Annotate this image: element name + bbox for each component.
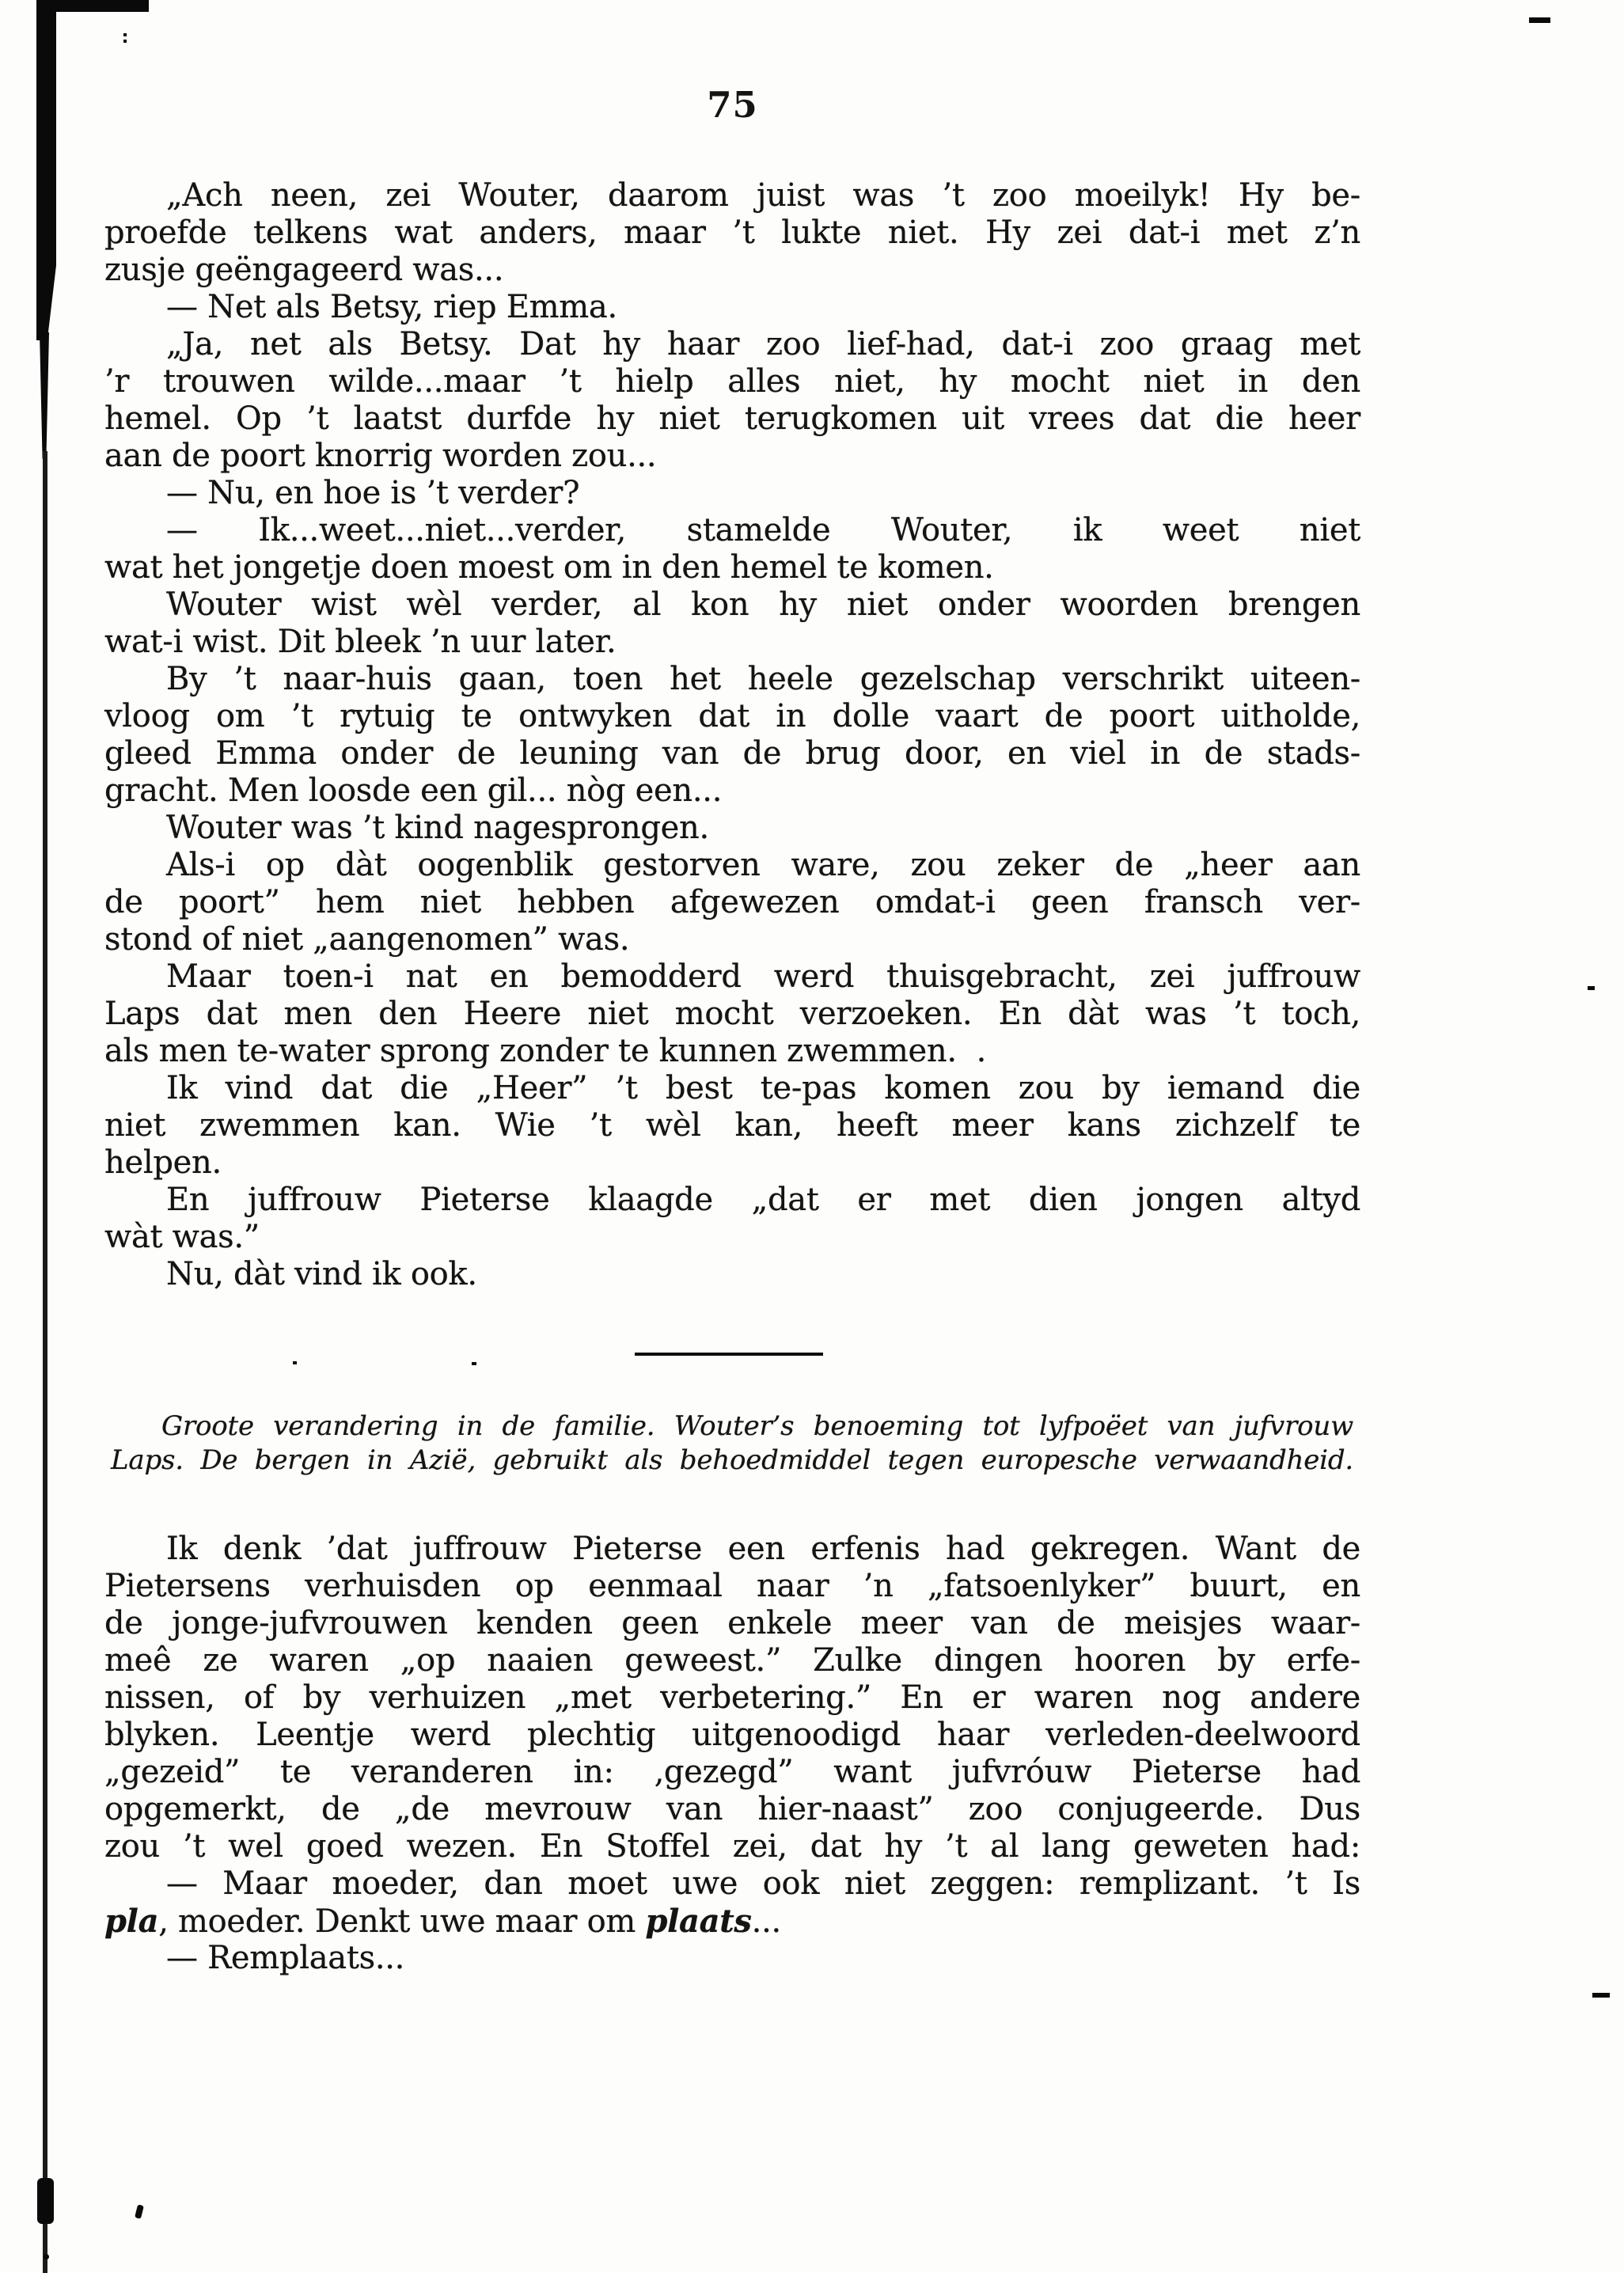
text-segment: , moeder. Denkt uwe maar om [158,1903,646,1940]
text-line: Groote verandering in de familie. Wouter’s benoeming tot lyfpoëet van jufvrouw [161,1410,1353,1442]
second-section-paragraphs [104,1531,1360,1977]
text-line: Nu, dàt vind ik ook. [166,1256,477,1292]
text-line: opgemerkt, de „de mevrouw van hier-naast” zoo conjugeerde. Dus [104,1791,1360,1827]
text-line: meê ze waren „op naaien geweest.” Zulke dingen hooren by erfe- [104,1642,1360,1679]
text-line: „gezeid” te veranderen in: ‚gezegd” want jufvróuw Pieterse had [104,1754,1360,1790]
text-line: — Net als Betsy, riep Emma. [166,289,617,325]
text-line: ’r trouwen wilde...maar ’t hielp alles niet, hy mocht niet in den [104,363,1360,400]
text-line: Wouter wist wèl verder, al kon hy niet onder woorden brengen [166,586,1360,623]
text-line: gracht. Men loosde een gil... nòg een... [104,772,723,809]
text-line: de poort” hem niet hebben afgewezen omdat-i geen fransch ver- [104,884,1360,920]
text-line: Ik denk ’dat juffrouw Pieterse een erfenis had gekregen. Want de [166,1531,1360,1567]
text-segment: plaats [645,1903,752,1940]
scan-artifact-bottom-dot [44,2254,49,2260]
text-line: Pietersens verhuisden op eenmaal naar ’n „fatsoenlyker” buurt, en [104,1568,1360,1604]
text-line: Wouter was ’t kind nagesprongen. [166,810,709,846]
scan-artifact-bottom-blob [37,2178,54,2224]
text-line: wat het jongetje doen moest om in den hemel te komen. [104,549,994,586]
text-line: By ’t naar-huis gaan, toen het heele gezelschap verschrikt uiteen- [166,661,1360,697]
text-line: wàt was.” [104,1219,260,1255]
text-line: zusje geëngageerd was... [104,252,504,288]
text-line: „Ach neen, zei Wouter, daarom juist was ’t zoo moeilyk! Hy be- [166,177,1360,214]
text-line: helpen. [104,1144,222,1181]
page-number: 75 [707,84,758,126]
section-divider-rule [635,1353,823,1356]
scan-artifact-ink-dot [472,1362,476,1365]
text-line: Laps dat men den Heere niet mocht verzoeken. En dàt was ’t toch, [104,996,1360,1032]
text-line: Maar toen-i nat en bemodderd werd thuisgebracht, zei juffrouw [166,958,1360,995]
text-line: als men te-water sprong zonder te kunnen zwemmen. . [104,1033,987,1069]
main-paragraphs [104,177,1360,1293]
scan-artifact-right-low-dash [1592,1993,1610,1998]
text-line: Laps. De bergen in Azië, gebruikt als behoedmiddel tegen europesche verwaandheid. [111,1444,1353,1476]
text-line: wat-i wist. Dit bleek ’n uur later. [104,624,617,660]
text-line: zou ’t wel goed wezen. En Stoffel zei, dat hy ’t al lang geweten had: [104,1828,1360,1865]
text-line: — Remplaats... [166,1940,405,1976]
text-line: vloog om ’t rytuig te ontwyken dat in dolle vaart de poort uitholde, [104,698,1360,734]
scan-artifact-left-taper [40,332,49,459]
text-line [104,1903,1360,1940]
text-line: — Maar moeder, dan moet uwe ook niet zeggen: remplizant. ’t Is [166,1865,1360,1902]
scan-artifact-right-mid-speck [1588,986,1595,990]
text-line: — Nu, en hoe is ’t verder? [166,475,580,511]
text-line: En juffrouw Pieterse klaagde „dat er met dien jongen altyd [166,1182,1360,1218]
text-line: hemel. Op ’t laatst durfde hy niet terugkomen uit vrees dat die heer [104,400,1360,437]
text-line: niet zwemmen kan. Wie ’t wèl kan, heeft meer kans zichzelf te [104,1107,1360,1144]
text-line: — Ik...weet...niet...verder, stamelde Wouter, ik weet niet [166,512,1360,548]
text-segment: pla [104,1903,159,1940]
text-line: Ik vind dat die „Heer” ’t best te-pas komen zou by iemand die [166,1070,1360,1106]
text-line: nissen, of by verhuizen „met verbetering.” En er waren nog andere [104,1679,1360,1716]
text-line: stond of niet „aangenomen” was. [104,921,630,958]
scan-artifact-top-right-dash [1529,17,1550,23]
scan-artifact-left-bar [36,0,56,340]
text-line: de jonge-jufvrouwen kenden geen enkele meer van de meisjes waar- [104,1605,1360,1641]
text-segment: ... [751,1903,781,1940]
chapter-summary [111,1410,1353,1478]
scan-artifact-speck [123,33,127,36]
text-line: proefde telkens wat anders, maar ’t lukte niet. Hy zei dat-i met z’n [104,214,1360,251]
text-line: Als-i op dàt oogenblik gestorven ware, zou zeker de „heer aan [166,847,1360,883]
scan-artifact-ink-dot [293,1361,297,1364]
scan-artifact-bottom-tick [135,2204,144,2218]
text-line: blyken. Leentje werd plechtig uitgenoodigd haar verleden-deelwoord [104,1717,1360,1753]
text-line: gleed Emma onder de leuning van de brug door, en viel in de stads- [104,735,1360,772]
scan-artifact-left-line [43,451,47,2273]
text-line: aan de poort knorrig worden zou... [104,438,657,474]
text-line: „Ja, net als Betsy. Dat hy haar zoo lief-had, dat-i zoo graag met [166,326,1360,362]
